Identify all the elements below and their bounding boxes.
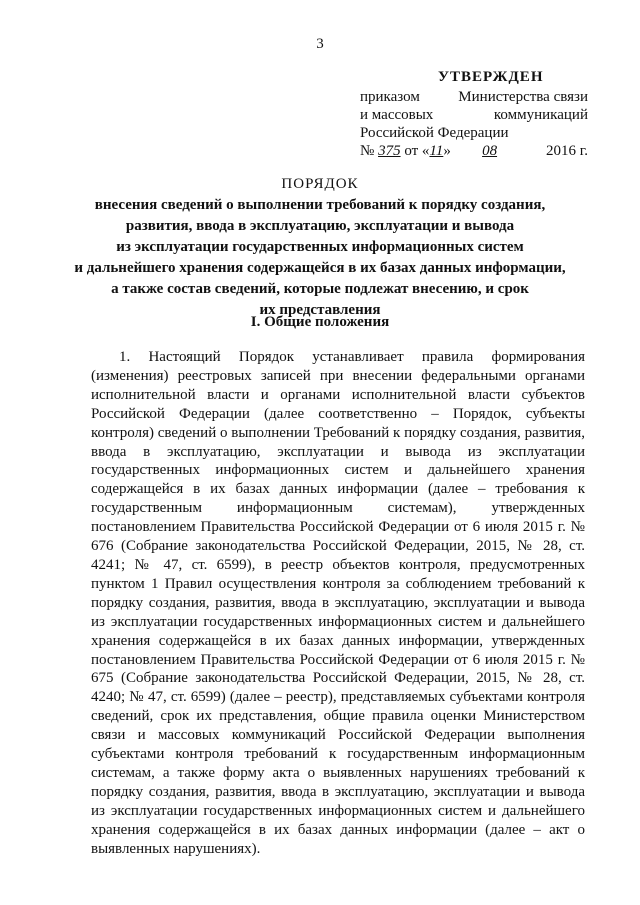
document-title-line-6: их представления [259, 302, 381, 318]
document-title-line-3: из эксплуатации государственных информационных систем [116, 239, 524, 255]
document-title-line-4: и дальнейшего хранения содержащейся в их базах данных информации, [74, 260, 566, 276]
approval-line-3 [360, 124, 588, 142]
approval-line-1-right: Министерства связи [458, 89, 588, 105]
document-title-line-2: развития, ввода в эксплуатацию, эксплуатации и вывода [125, 218, 515, 234]
document-title-line-1: внесения сведений о выполнении требований к порядку создания, [94, 197, 546, 213]
approval-block [360, 68, 588, 160]
approval-line-1 [360, 88, 588, 106]
order-ref [360, 142, 525, 160]
page-number: 3 [316, 36, 324, 52]
section-heading: I. Общие положения [250, 314, 390, 330]
approval-title: УТВЕРЖДЕН [438, 69, 544, 85]
approval-line-2 [360, 106, 588, 124]
order-date-year: 2016 г. [546, 143, 588, 159]
approval-line-2-right: коммуникаций [493, 107, 588, 123]
order-date-from: от « [404, 143, 430, 159]
order-date-month: 08 [482, 143, 498, 159]
order-number-value: 375 [378, 143, 401, 159]
document-title-line-5: а также состав сведений, которые подлежат внесению, и срок [111, 281, 529, 297]
document-title [0, 174, 640, 321]
order-date-day: 11 [429, 143, 444, 159]
paragraph-1: 1. Настоящий Порядок устанавливает правила формирования (изменения) реестровых записей при внесении федеральными органами исполнительной власти и органами исполнительной власти субъектов Российской Федерации (далее соответственно – Порядок, субъекты контроля) сведений о выполнении Требований к порядку создания, развития, ввода в эксплуатацию, эксплуатации и вывода из эксплуатации государственных информационных систем и дальнейшего хранения содержащейся в их базах данных информации (далее – требования к государственным информационным системам), утвержденных постановлением Правительства Российской Федерации от 6 июля 2015 г. № 676 (Собрание законодательства Российской Федерации, 2015, № 28, ст. 4241; № 47, ст. 6599), в реестр объектов контроля, предусмотренных пунктом 1 Правил осуществления контроля за соблюдением требований к порядку создания, развития, ввода в эксплуатацию, эксплуатации и вывода из эксплуатации государственных информационных систем и дальнейшего хранения содержащейся в их базах данных информации, утвержденных постановлением Правительства Российской Федерации от 6 июля 2015 г. № 675 (Собрание законодательства Российской Федерации, 2015, № 28, ст. 4240; № 47, ст. 6599) (далее – реестр), представляемых субъектами контроля сведений, срок их представления, общие правила оценки Министерством связи и массовых коммуникаций Российской Федерации выполнения субъектами контроля требований к государственным информационным системам, а также форму акта о выявленных нарушениях требований к порядку создания, развития, ввода в эксплуатацию, эксплуатации и вывода из эксплуатации государственных информационных систем и дальнейшего хранения содержащейся в их базах данных информации (далее – акт о выявленных нарушениях). [91, 349, 585, 857]
approval-order-line [360, 142, 588, 160]
order-date-day-close: » [443, 143, 451, 159]
document-title-main: ПОРЯДОК [281, 176, 359, 192]
order-number-label: № [360, 143, 375, 159]
approval-line-3-text: Российской Федерации [360, 125, 509, 141]
approval-line-1-left: приказом [360, 89, 420, 105]
approval-line-2-left: и массовых [360, 107, 434, 123]
